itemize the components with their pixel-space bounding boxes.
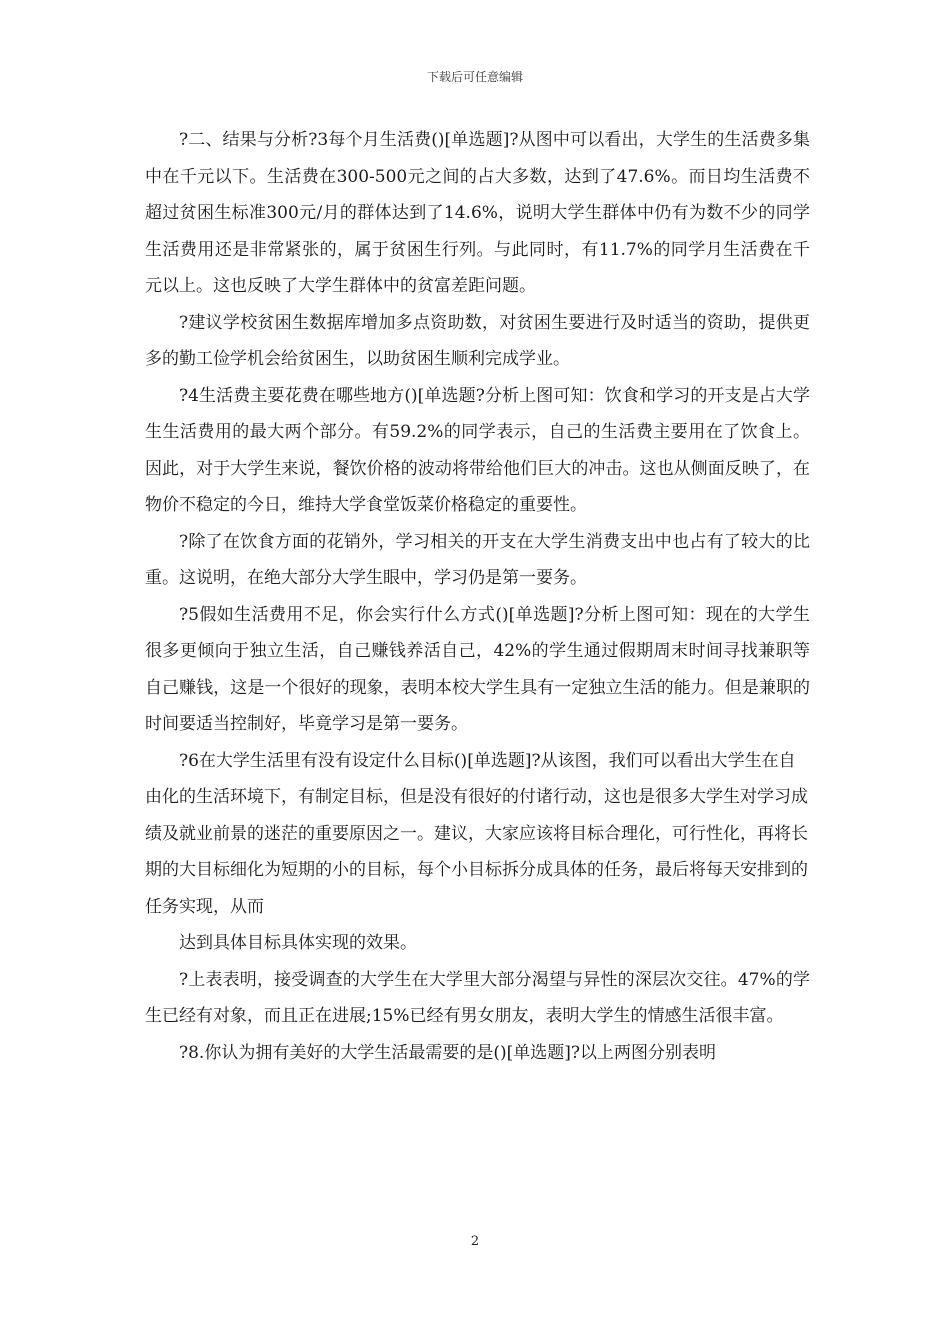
- paragraph-4: ?除了在饮食方面的花销外，学习相关的开支在大学生消费支出中也占有了较大的比重。这说明，在绝大部分大学生眼中，学习仍是第一要务。: [145, 531, 810, 588]
- paragraph-2: ?建议学校贫困生数据库增加多点资助数，对贫困生要进行及时适当的资助，提供更多的勤工俭学机会给贫困生，以助贫困生顺利完成学业。: [145, 312, 810, 369]
- paragraph-8: ?上表表明，接受调查的大学生在大学里大部分渴望与异性的深层次交往。47%的学生已经有对象，而且正在进展;15%已经有男女朋友，表明大学生的情感生活很丰富。: [145, 969, 810, 1026]
- page-number: 2: [470, 1234, 480, 1249]
- paragraph-7: 达到具体目标具体实现的效果。: [179, 933, 417, 953]
- paragraph-5: ?5假如生活费用不足，你会实行什么方式()[单选题]?分析上图可知：现在的大学生很多更倾向于独立生活，自己赚钱养活自己，42%的学生通过假期周末时间寻找兼职等自己赚钱，这是一个很好的现象，表明本校大学生具有一定独立生活的能力。但是兼职的时间要适当控制好，毕竟学习是第一要务。: [145, 604, 810, 734]
- document-body: [145, 122, 810, 1071]
- paragraph-6: ?6在大学生活里有没有设定什么目标()[单选题]?从该图，我们可以看出大学生在自由化的生活环境下，有制定目标，但是没有很好的付诸行动，这也是很多大学生对学习成绩及就业前景的迷茫的重要原因之一。建议，大家应该将目标合理化，可行性化，再将长期的大目标细化为短期的小的目标，每个小目标拆分成具体的任务，最后将每天安排到的任务实现，从而: [145, 750, 808, 917]
- paragraph-1: ?二、结果与分析?3每个月生活费()[单选题]?从图中可以看出，大学生的生活费多集中在千元以下。生活费在300-500元之间的占大多数，达到了47.6%。而日均生活费不超过贫困生标准300元/月的群体达到了14.6%，说明大学生群体中仍有为数不少的同学生活费用还是非常紧张的，属于贫困生行列。与此同时，有11.7%的同学月生活费在千元以上。这也反映了大学生群体中的贫富差距问题。: [145, 130, 810, 296]
- paragraph-9: ?8.你认为拥有美好的大学生活最需要的是()[单选题]?以上两图分别表明: [179, 1042, 716, 1063]
- paragraph-3: ?4生活费主要花费在哪些地方()[单选题?分析上图可知：饮食和学习的开支是占大学生生活费用的最大两个部分。有59.2%的同学表示，自己的生活费主要用在了饮食上。因此，对于大学生来说，餐饮价格的波动将带给他们巨大的冲击。这也从侧面反映了，在物价不稳定的今日，维持大学食堂饭菜价格稳定的重要性。: [145, 385, 810, 515]
- page-header: 下载后可任意编辑: [426, 70, 523, 84]
